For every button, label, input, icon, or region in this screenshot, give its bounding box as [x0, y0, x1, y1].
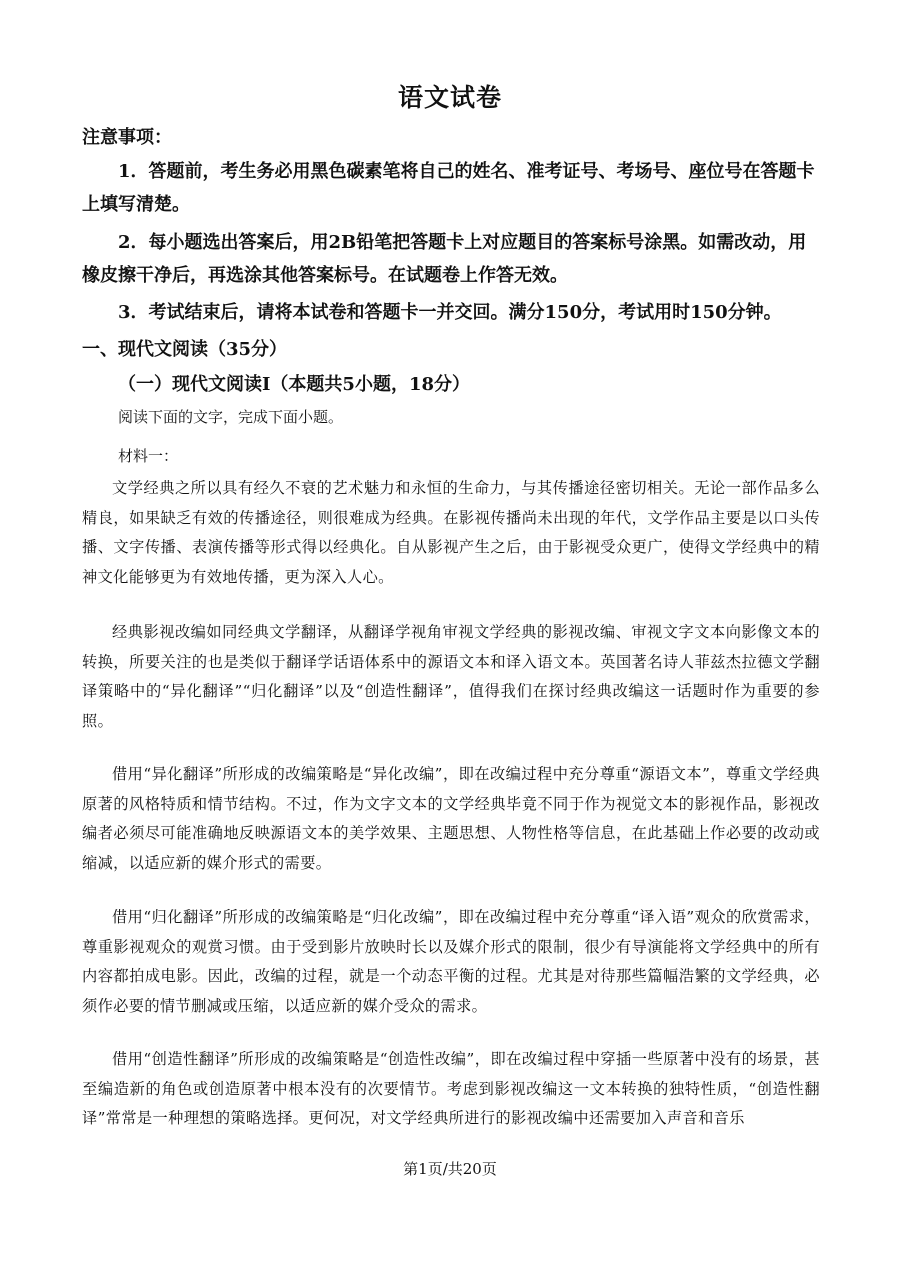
body-paragraph: 经典影视改编如同经典文学翻译，从翻译学视角审视文学经典的影视改编、审视文字文本向影像文本的转换，所要关注的也是类似于翻译学话语体系中的源语文本和译入语文本。英国著名诗人菲兹杰拉德文学翻译策略中的“异化翻译”“归化翻译”以及“创造性翻译”，值得我们在探讨经典改编这一话题时作为重要的参照。: [82, 623, 820, 730]
notice-item-2: 2．每小题选出答案后，用2B铅笔把答题卡上对应题目的答案标号涂黑。如需改动，用橡皮擦干净后，再选涂其他答案标号。在试题卷上作答无效。: [82, 232, 807, 286]
notice-item-1: 1．答题前，考生务必用黑色碳素笔将自己的姓名、准考证号、考场号、座位号在答题卡上填写清楚。: [82, 161, 815, 215]
page-title: 语文试卷: [397, 83, 502, 112]
body-paragraph: 文学经典之所以具有经久不衰的艺术魅力和永恒的生命力，与其传播途径密切相关。无论一部作品多么精良，如果缺乏有效的传播途径，则很难成为经典。在影视传播尚未出现的年代，文学作品主要是以口头传播、文字传播、表演传播等形式得以经典化。自从影视产生之后，由于影视受众更广，使得文学经典中的精神文化能够更为有效地传播，更为深入人心。: [82, 479, 820, 586]
material-label: 材料一：: [118, 447, 179, 465]
section-heading: 一、现代文阅读（35分）: [82, 339, 288, 360]
reading-instruction: 阅读下面的文字，完成下面小题。: [118, 408, 344, 426]
subsection-heading: （一）现代文阅读Ⅰ（本题共5小题，18分）: [118, 374, 470, 395]
notice-heading: 注意事项：: [82, 127, 172, 148]
notice-item-3: 3．考试结束后，请将本试卷和答题卡一并交回。满分150分，考试用时150分钟。: [118, 302, 782, 323]
page-number-footer: 第1页/共20页: [403, 1160, 497, 1178]
body-paragraph: 借用“归化翻译”所形成的改编策略是“归化改编”，即在改编过程中充分尊重“译入语”观众的欣赏需求，尊重影视观众的观赏习惯。由于受到影片放映时长以及媒介形式的限制，很少有导演能将文学经典中的所有内容都拍成电影。因此，改编的过程，就是一个动态平衡的过程。尤其是对待那些篇幅浩繁的文学经典，必须作必要的情节删减或压缩，以适应新的媒介受众的需求。: [82, 908, 820, 1015]
body-paragraph: 借用“创造性翻译”所形成的改编策略是“创造性改编”，即在改编过程中穿插一些原著中没有的场景，甚至编造新的角色或创造原著中根本没有的次要情节。考虑到影视改编这一文本转换的独特性质，“创造性翻译”常常是一种理想的策略选择。更何况，对文学经典所进行的影视改编中还需要加入声音和音乐: [82, 1050, 820, 1127]
body-paragraph: 借用“异化翻译”所形成的改编策略是“异化改编”，即在改编过程中充分尊重“源语文本”，尊重文学经典原著的风格特质和情节结构。不过，作为文字文本的文学经典毕竟不同于作为视觉文本的影视作品，影视改编者必须尽可能准确地反映源语文本的美学效果、主题思想、人物性格等信息，在此基础上作必要的改动或缩减，以适应新的媒介形式的需要。: [82, 765, 820, 872]
